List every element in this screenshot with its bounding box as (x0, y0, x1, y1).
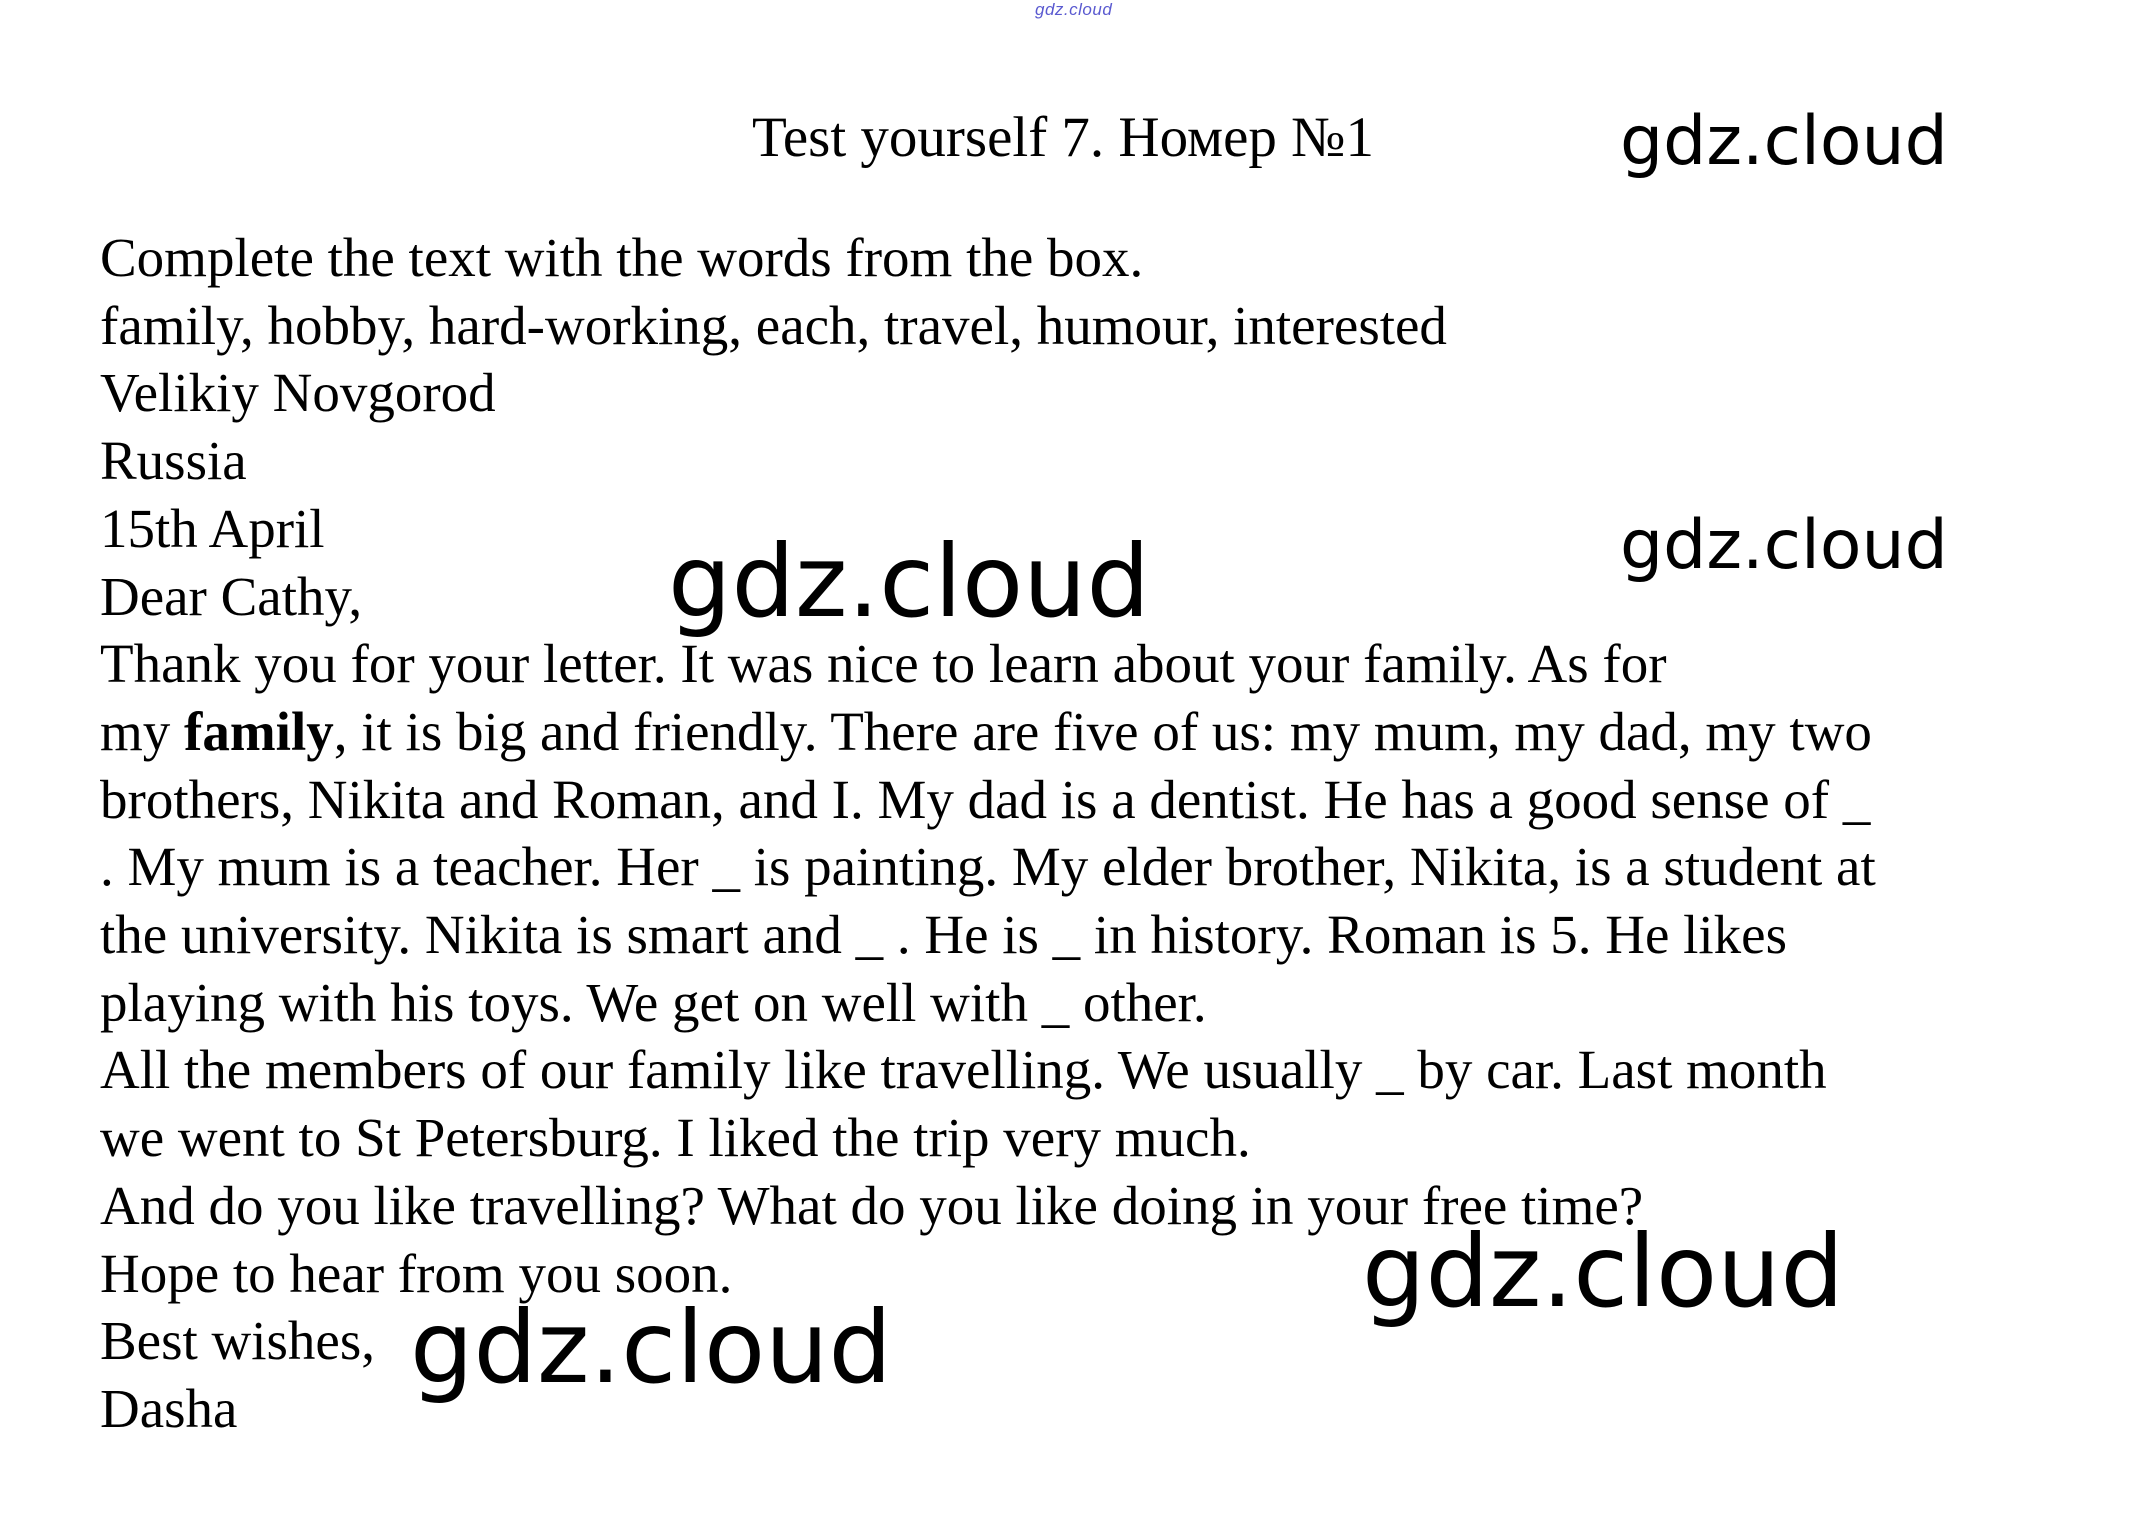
top-watermark: gdz.cloud (1035, 0, 1113, 19)
letter-paragraph-1-line-6: playing with his toys. We get on well with _ other. (100, 971, 1207, 1033)
watermark-top-right: gdz.cloud (1620, 102, 1948, 181)
letter-paragraph-1-line-5: the university. Nikita is smart and _ . He is _ in history. Roman is 5. He likes (100, 904, 1787, 966)
watermark-center: gdz.cloud (668, 523, 1151, 640)
letter-date: 15th April (100, 497, 325, 559)
letter-paragraph-1-line-2 (100, 698, 2080, 766)
watermark-bottom-left: gdz.cloud (410, 1289, 893, 1406)
letter-paragraph-2-line-2: we went to St Petersburg. I liked the trip very much. (100, 1107, 1251, 1169)
word-box: family, hobby, hard-working, each, travel, humour, interested (100, 294, 1447, 356)
watermark-bottom-right: gdz.cloud (1362, 1213, 1845, 1330)
answer-word: family (184, 700, 334, 762)
watermark-middle-right: gdz.cloud (1620, 506, 1948, 585)
letter-closing-line: Hope to hear from you soon. (100, 1242, 733, 1304)
letter-sign-off: Best wishes, (100, 1310, 375, 1372)
letter-paragraph-1-line-1: Thank you for your letter. It was nice to learn about your family. As for (100, 633, 1667, 695)
letter-greeting: Dear Cathy, (100, 565, 363, 627)
letter-paragraph-3-line-1: And do you like travelling? What do you like doing in your free time? (100, 1174, 1644, 1236)
letter-address-city: Velikiy Novgorod (100, 362, 496, 424)
letter-paragraph-1-line-3: brothers, Nikita and Roman, and I. My dad is a dentist. He has a good sense of _ (100, 768, 1871, 830)
letter-paragraph-2-line-1: All the members of our family like travelling. We usually _ by car. Last month (100, 1039, 1827, 1101)
page-title: Test yourself 7. Номер №1 (752, 106, 1375, 169)
text-segment: my (100, 700, 185, 762)
letter-address-country: Russia (100, 430, 247, 492)
text-segment: , it is big and friendly. There are five of us: my mum, my dad, my two (333, 700, 1872, 762)
instruction-text: Complete the text with the words from the box. (100, 227, 1144, 288)
letter-paragraph-1-line-4: . My mum is a teacher. Her _ is painting. My elder brother, Nikita, is a student at (100, 836, 1876, 898)
letter-signature: Dasha (100, 1377, 238, 1439)
